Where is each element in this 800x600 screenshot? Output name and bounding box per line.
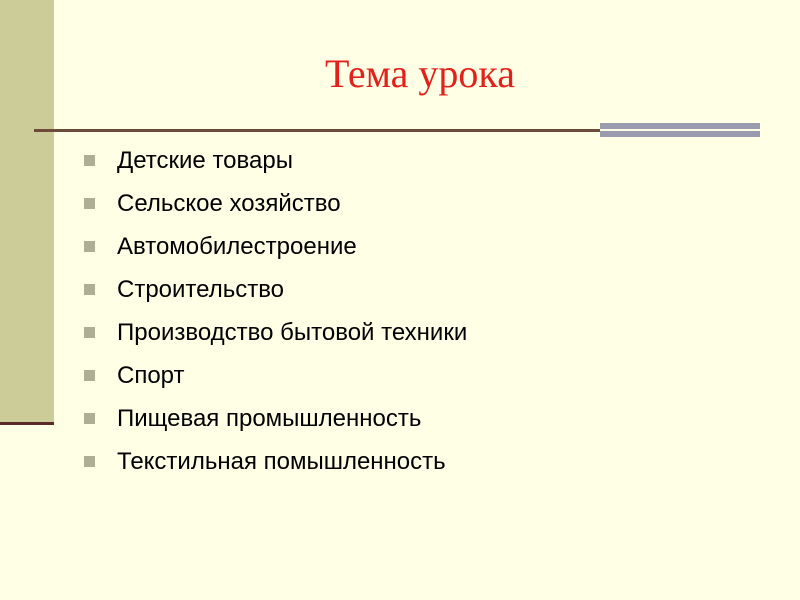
- bullet-square-icon: [84, 413, 95, 424]
- title-rule-thin: [34, 129, 600, 132]
- list-item: [84, 357, 467, 400]
- list-item: [84, 443, 467, 486]
- sidebar-divider: [0, 422, 54, 425]
- list-item-text: Детские товары: [117, 147, 293, 174]
- list-item-text: Строительство: [117, 276, 285, 303]
- list-item-text: Спорт: [117, 362, 185, 389]
- list-item: [84, 228, 467, 271]
- bullet-square-icon: [84, 198, 95, 209]
- list-item-text: Автомобилестроение: [117, 233, 357, 260]
- list-item-text: Производство бытовой техники: [117, 319, 468, 346]
- bullet-square-icon: [84, 370, 95, 381]
- list-item: [84, 185, 467, 228]
- slide-title: Тема урока: [324, 51, 516, 96]
- bullet-list: [84, 142, 467, 486]
- bullet-square-icon: [84, 155, 95, 166]
- list-item-text: Сельское хозяйство: [117, 190, 341, 217]
- list-item-text: Текстильная помышленность: [117, 448, 446, 475]
- list-item: [84, 314, 467, 357]
- list-item: [84, 271, 467, 314]
- bullet-square-icon: [84, 327, 95, 338]
- list-item: [84, 400, 467, 443]
- bullet-square-icon: [84, 456, 95, 467]
- bullet-square-icon: [84, 241, 95, 252]
- bullet-square-icon: [84, 284, 95, 295]
- list-item-text: Пищевая промышленность: [117, 405, 422, 432]
- title-rule-thick: [600, 123, 760, 137]
- list-item: [84, 142, 467, 185]
